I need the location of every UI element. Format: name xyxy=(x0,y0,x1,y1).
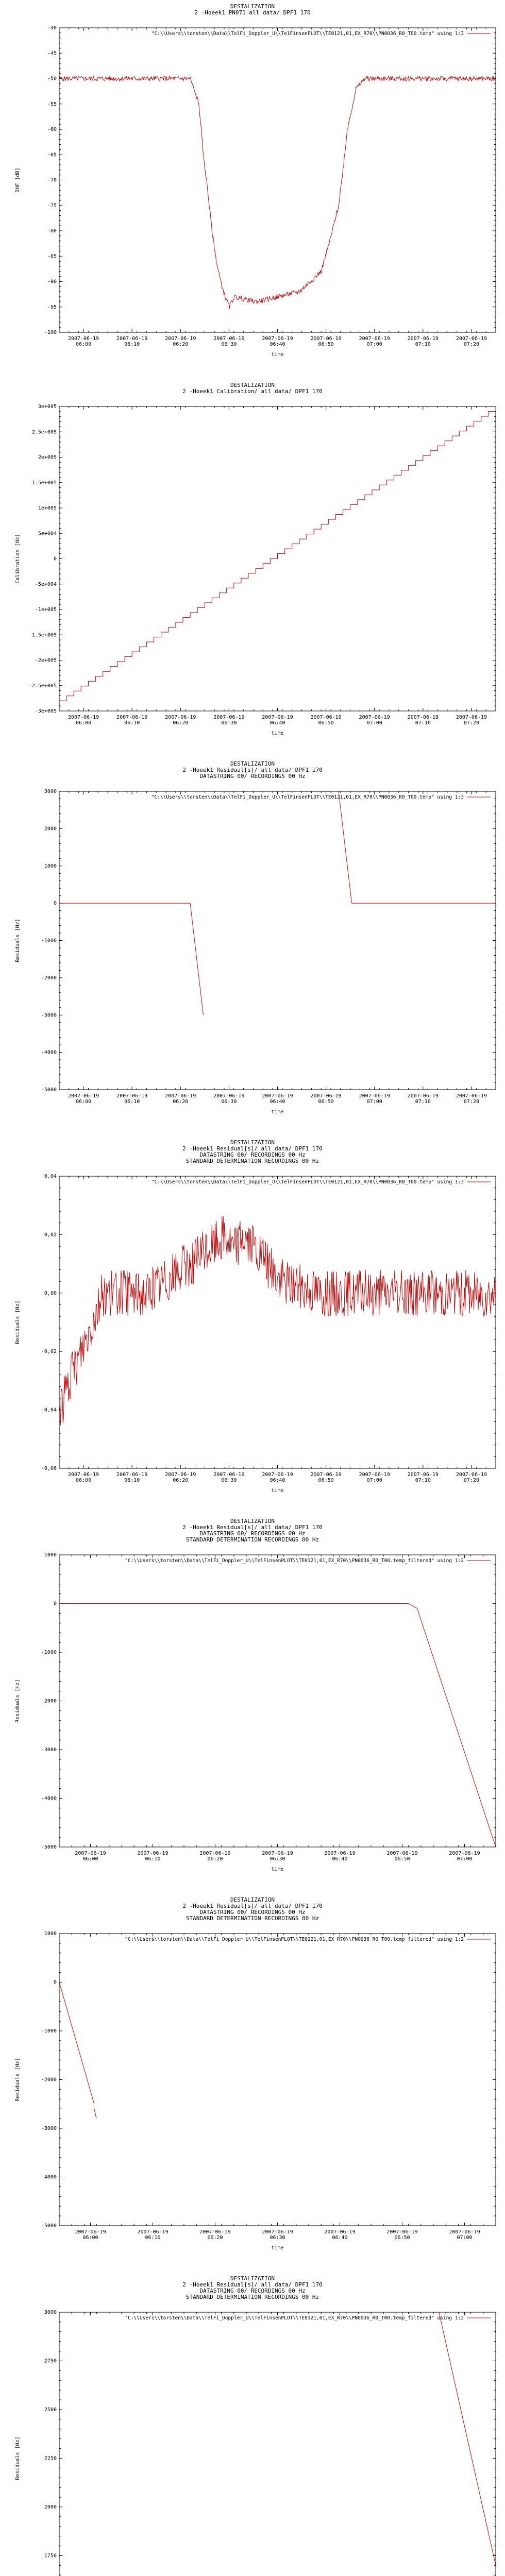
x-tick-label: 07:00 xyxy=(366,1099,382,1105)
x-tick-label: 2007-06-19 xyxy=(165,1093,196,1099)
y-tick-label: 2e+005 xyxy=(38,454,57,461)
x-tick-label: 06:30 xyxy=(221,720,237,726)
x-axis-label: time xyxy=(271,1109,284,1115)
x-tick-label: 07:20 xyxy=(463,342,479,347)
y-tick-label: -1000 xyxy=(41,938,57,944)
x-axis-label: time xyxy=(271,1867,284,1872)
chart-svg xyxy=(0,0,505,371)
chart-title: DESTALIZATION xyxy=(230,760,275,767)
x-axis-label: time xyxy=(271,731,284,736)
y-axis-label: DHF [dB] xyxy=(15,167,21,193)
y-tick-label: -80 xyxy=(47,228,57,234)
series-line xyxy=(439,2312,496,2565)
x-tick-label: 06:30 xyxy=(221,342,237,347)
chart-svg xyxy=(0,2272,505,2576)
x-tick-label: 07:00 xyxy=(366,1478,382,1483)
y-tick-label: -60 xyxy=(47,127,57,132)
x-tick-label: 2007-06-19 xyxy=(262,715,293,720)
y-axis-label: Residuals [Hz] xyxy=(15,1679,21,1723)
x-tick-label: 07:00 xyxy=(366,342,382,347)
y-tick-label: 0,00 xyxy=(44,1290,57,1296)
y-tick-label: -2e+005 xyxy=(35,657,57,664)
x-tick-label: 2007-06-19 xyxy=(262,1472,293,1478)
y-tick-label: -0,04 xyxy=(41,1407,57,1413)
chart-svg xyxy=(0,757,505,1128)
x-tick-label: 06:50 xyxy=(394,2235,410,2241)
chart-svg xyxy=(0,1515,505,1886)
y-tick-label: 0 xyxy=(53,901,57,907)
chart-panel xyxy=(0,1893,505,2264)
y-tick-label: -5000 xyxy=(41,1087,57,1093)
chart-panel xyxy=(0,757,505,1128)
chart-title: DESTALIZATION xyxy=(230,3,275,10)
chart-title: 2 -Hoeek1 Calibration/ all data/ DPF1 170 xyxy=(182,388,323,395)
x-tick-label: 2007-06-19 xyxy=(262,2229,293,2235)
series-line xyxy=(94,2109,96,2119)
x-tick-label: 07:10 xyxy=(415,342,431,347)
x-tick-label: 06:20 xyxy=(173,1099,189,1105)
x-tick-label: 2007-06-19 xyxy=(68,715,99,720)
y-tick-label: -3000 xyxy=(41,1012,57,1019)
x-tick-label: 06:50 xyxy=(318,342,334,347)
chart-panel xyxy=(0,1515,505,1886)
y-tick-label: -4000 xyxy=(41,1795,57,1802)
x-tick-label: 06:10 xyxy=(124,1099,140,1105)
y-tick-label: -1000 xyxy=(41,2028,57,2034)
x-tick-label: 2007-06-19 xyxy=(213,1472,245,1478)
y-tick-label: -95 xyxy=(47,304,57,310)
x-tick-label: 2007-06-19 xyxy=(449,2229,480,2235)
x-tick-label: 2007-06-19 xyxy=(68,336,99,342)
x-tick-label: 2007-06-19 xyxy=(213,1093,245,1099)
x-tick-label: 2007-06-19 xyxy=(359,336,390,342)
x-tick-label: 2007-06-19 xyxy=(213,715,245,720)
chart-title: DESTALIZATION xyxy=(230,1896,275,1903)
x-tick-label: 06:40 xyxy=(270,720,285,726)
y-tick-label: 2500 xyxy=(44,2407,57,2413)
y-tick-label: -75 xyxy=(47,202,57,209)
y-tick-label: 1.5e+005 xyxy=(31,480,57,486)
x-tick-label: 06:30 xyxy=(270,1856,285,1862)
series-line xyxy=(59,1216,496,1426)
x-tick-label: 2007-06-19 xyxy=(449,1851,480,1856)
x-tick-label: 2007-06-19 xyxy=(213,336,245,342)
y-tick-label: -3000 xyxy=(41,1747,57,1753)
x-tick-label: 07:10 xyxy=(415,1478,431,1483)
chart-title: DATASTRING 00/ RECORDINGS 00 Hz xyxy=(199,1530,306,1537)
x-tick-label: 2007-06-19 xyxy=(359,1472,390,1478)
x-tick-label: 2007-06-19 xyxy=(199,2229,231,2235)
chart-title: 2 -Hoeek1 Residual[s]/ all data/ DPF1 170 xyxy=(182,767,323,773)
x-axis-label: time xyxy=(271,352,284,358)
y-axis-label: Residuals [Hz] xyxy=(15,2058,21,2102)
x-tick-label: 2007-06-19 xyxy=(68,1093,99,1099)
chart-title: DESTALIZATION xyxy=(230,2275,275,2282)
chart-title: STANDARD DETERMINATION RECORDINGS 00 Hz xyxy=(186,2294,319,2300)
x-tick-label: 2007-06-19 xyxy=(310,715,342,720)
y-tick-label: -2000 xyxy=(41,2077,57,2083)
x-tick-label: 2007-06-19 xyxy=(116,1093,148,1099)
x-tick-label: 06:30 xyxy=(221,1478,237,1483)
x-tick-label: 07:10 xyxy=(415,720,431,726)
y-tick-label: -2000 xyxy=(41,1698,57,1704)
y-tick-label: 0,04 xyxy=(44,1174,57,1179)
y-tick-label: 1e+005 xyxy=(38,505,57,511)
chart-panel xyxy=(0,1136,505,1507)
x-tick-label: 06:40 xyxy=(270,1099,285,1105)
x-tick-label: 2007-06-19 xyxy=(165,715,196,720)
series-line xyxy=(59,406,496,701)
x-tick-label: 2007-06-19 xyxy=(199,1851,231,1856)
x-tick-label: 06:20 xyxy=(173,720,189,726)
x-tick-label: 2007-06-19 xyxy=(262,336,293,342)
y-tick-label: -40 xyxy=(47,25,57,31)
x-tick-label: 2007-06-19 xyxy=(407,1472,439,1478)
plot-frame xyxy=(59,791,496,1090)
y-tick-label: 2000 xyxy=(44,826,57,832)
x-tick-label: 06:00 xyxy=(76,1478,92,1483)
x-axis-label: time xyxy=(271,1488,284,1494)
series-line xyxy=(190,903,203,1015)
x-tick-label: 07:20 xyxy=(463,1478,479,1483)
x-tick-label: 06:50 xyxy=(394,1856,410,1862)
series-line xyxy=(59,1604,496,1848)
y-tick-label: 0 xyxy=(53,1601,57,1607)
y-tick-label: -5000 xyxy=(41,2223,57,2229)
y-tick-label: -45 xyxy=(47,50,57,57)
x-tick-label: 2007-06-19 xyxy=(116,715,148,720)
chart-title: DATASTRING 00/ RECORDINGS 00 Hz xyxy=(199,2287,306,2294)
y-tick-label: -1000 xyxy=(41,1650,57,1655)
x-tick-label: 06:50 xyxy=(318,1478,334,1483)
y-axis-label: Residuals [Hz] xyxy=(15,1300,21,1344)
plot-frame xyxy=(59,2312,496,2576)
y-tick-label: 3000 xyxy=(44,2310,57,2315)
y-tick-label: -4000 xyxy=(41,1049,57,1056)
x-tick-label: 06:40 xyxy=(332,1856,348,1862)
x-tick-label: 2007-06-19 xyxy=(324,2229,356,2235)
chart-panel xyxy=(0,379,505,750)
y-tick-label: -55 xyxy=(47,101,57,107)
y-tick-label: -3e+005 xyxy=(35,708,57,714)
x-tick-label: 2007-06-19 xyxy=(407,336,439,342)
y-tick-label: -70 xyxy=(47,177,57,183)
chart-title: 2 -Hoeek1 Residual[s]/ all data/ DPF1 170 xyxy=(182,2281,323,2288)
x-tick-label: 2007-06-19 xyxy=(75,2229,106,2235)
y-tick-label: 1750 xyxy=(44,2553,57,2559)
y-tick-label: -0,02 xyxy=(41,1349,57,1355)
x-tick-label: 07:00 xyxy=(366,720,382,726)
x-tick-label: 07:00 xyxy=(457,2235,473,2241)
chart-title: DATASTRING 00/ RECORDINGS 00 Hz xyxy=(199,773,306,779)
plot-frame xyxy=(59,1934,496,2226)
y-tick-label: -5000 xyxy=(41,1844,57,1850)
x-tick-label: 06:30 xyxy=(221,1099,237,1105)
y-tick-label: 2000 xyxy=(44,2504,57,2510)
x-tick-label: 06:50 xyxy=(318,720,334,726)
y-tick-label: 1000 xyxy=(44,1552,57,1558)
x-tick-label: 2007-06-19 xyxy=(116,336,148,342)
x-tick-label: 2007-06-19 xyxy=(262,1093,293,1099)
y-tick-label: 3e+005 xyxy=(38,404,57,410)
series-line xyxy=(59,1982,94,2104)
x-tick-label: 2007-06-19 xyxy=(407,715,439,720)
x-tick-label: 2007-06-19 xyxy=(359,1093,390,1099)
y-tick-label: -4000 xyxy=(41,2174,57,2180)
plot-frame xyxy=(59,1176,496,1468)
chart-panel xyxy=(0,2272,505,2576)
y-tick-label: 0 xyxy=(53,1979,57,1986)
y-tick-label: -85 xyxy=(47,253,57,260)
x-tick-label: 2007-06-19 xyxy=(310,336,342,342)
x-tick-label: 06:00 xyxy=(76,1099,92,1105)
x-tick-label: 07:20 xyxy=(463,1099,479,1105)
y-tick-label: 2.5e+005 xyxy=(31,429,57,435)
x-tick-label: 06:10 xyxy=(124,720,140,726)
y-tick-label: 1000 xyxy=(44,1931,57,1937)
x-tick-label: 2007-06-19 xyxy=(137,2229,169,2235)
x-tick-label: 06:40 xyxy=(332,2235,348,2241)
chart-title: DESTALIZATION xyxy=(230,382,275,388)
chart-svg xyxy=(0,379,505,750)
x-tick-label: 2007-06-19 xyxy=(165,336,196,342)
x-tick-label: 2007-06-19 xyxy=(456,1472,487,1478)
x-tick-label: 06:00 xyxy=(82,1856,98,1862)
y-tick-label: -1e+005 xyxy=(35,607,57,613)
x-tick-label: 06:50 xyxy=(318,1099,334,1105)
chart-title: DESTALIZATION xyxy=(230,1518,275,1524)
y-tick-label: -0,06 xyxy=(41,1466,57,1471)
x-tick-label: 2007-06-19 xyxy=(165,1472,196,1478)
chart-title: 2 -Hoeek1 Residual[s]/ all data/ DPF1 170 xyxy=(182,1524,323,1531)
chart-svg xyxy=(0,1893,505,2264)
chart-title: STANDARD DETERMINATION RECORDINGS 00 Hz xyxy=(186,1158,319,1164)
y-axis-label: Calibration [Hz] xyxy=(15,534,21,584)
y-tick-label: -65 xyxy=(47,152,57,158)
legend-entry: "C:\\Users\\torsten\\Data\\TelFi_Doppler_U\\TelFinsenPLOT\\TE0121,01,EX_R70\\PN0036_R0_T00.temp" using 1:3 xyxy=(151,1179,464,1185)
x-tick-label: 2007-06-19 xyxy=(75,1851,106,1856)
x-tick-label: 2007-06-19 xyxy=(310,1093,342,1099)
x-tick-label: 06:00 xyxy=(76,342,92,347)
x-tick-label: 06:20 xyxy=(173,1478,189,1483)
x-tick-label: 06:10 xyxy=(124,342,140,347)
x-tick-label: 06:00 xyxy=(76,720,92,726)
legend-entry: "C:\\Users\\torsten\\Data\\TelFi_Doppler_U\\TelFinsenPLOT\\TE0121,01,EX_R70\\PN0036_R0_T00.temp" using 1:3 xyxy=(151,794,464,800)
y-tick-label: 2750 xyxy=(44,2358,57,2364)
x-tick-label: 2007-06-19 xyxy=(68,1472,99,1478)
x-tick-label: 06:10 xyxy=(145,2235,161,2241)
y-axis-label: Residuals [Hz] xyxy=(15,919,21,962)
x-tick-label: 2007-06-19 xyxy=(386,2229,418,2235)
x-tick-label: 06:20 xyxy=(207,2235,223,2241)
plot-frame xyxy=(59,28,496,332)
y-tick-label: 5e+004 xyxy=(38,531,57,537)
series-line xyxy=(339,791,351,903)
x-tick-label: 2007-06-19 xyxy=(386,1851,418,1856)
x-tick-label: 2007-06-19 xyxy=(407,1093,439,1099)
x-tick-label: 06:10 xyxy=(124,1478,140,1483)
chart-title: 2 -Hoeek1 PN071 all data/ DPF1 170 xyxy=(194,9,311,16)
chart-title: 2 -Hoeek1 Residual[s]/ all data/ DPF1 170 xyxy=(182,1903,323,1909)
x-tick-label: 06:20 xyxy=(173,342,189,347)
x-tick-label: 06:40 xyxy=(270,342,285,347)
y-tick-label: 3000 xyxy=(44,789,57,794)
x-tick-label: 2007-06-19 xyxy=(456,1093,487,1099)
y-tick-label: -2.5e+005 xyxy=(28,683,57,689)
x-tick-label: 06:10 xyxy=(145,1856,161,1862)
x-tick-label: 06:00 xyxy=(82,2235,98,2241)
x-tick-label: 07:00 xyxy=(457,1856,473,1862)
chart-title: 2 -Hoeek1 Residual[s]/ all data/ DPF1 170 xyxy=(182,1145,323,1152)
chart-svg xyxy=(0,1136,505,1507)
y-tick-label: -100 xyxy=(44,330,57,335)
x-tick-label: 2007-06-19 xyxy=(359,715,390,720)
plot-frame xyxy=(59,1555,496,1847)
chart-title: STANDARD DETERMINATION RECORDINGS 00 Hz xyxy=(186,1536,319,1543)
x-tick-label: 2007-06-19 xyxy=(324,1851,356,1856)
chart-title: STANDARD DETERMINATION RECORDINGS 00 Hz xyxy=(186,1915,319,1922)
y-tick-label: 0,02 xyxy=(44,1232,57,1238)
y-tick-label: -3000 xyxy=(41,2126,57,2131)
x-tick-label: 06:20 xyxy=(207,1856,223,1862)
x-tick-label: 07:20 xyxy=(463,720,479,726)
chart-title: DATASTRING 00/ RECORDINGS 00 Hz xyxy=(199,1151,306,1158)
y-tick-label: -50 xyxy=(47,76,57,82)
y-tick-label: -5e+004 xyxy=(35,581,57,587)
y-tick-label: 1000 xyxy=(44,863,57,869)
x-tick-label: 06:40 xyxy=(270,1478,285,1483)
x-tick-label: 2007-06-19 xyxy=(456,336,487,342)
y-axis-label: Residuals [Hz] xyxy=(15,2436,21,2480)
legend-entry: "C:\\Users\\torsten\\Data\\TelFi_Doppler_U\\TelFinsenPLOT\\TE0121,01,EX_R70\\PN0036_R0_T00.temp" using 1:3 xyxy=(151,31,464,37)
series-line xyxy=(59,76,496,309)
x-tick-label: 2007-06-19 xyxy=(116,1472,148,1478)
legend-entry: "C:\\Users\\torsten\\Data\\TelFi_Doppler_U\\TelFinsenPLOT\\TE0121,01,EX_R70\\PN0036_R0_T00.temp_filtered" using 1:2 xyxy=(125,2315,464,2321)
legend-entry: "C:\\Users\\torsten\\Data\\TelFi_Doppler_U\\TelFinsenPLOT\\TE0121,01,EX_R70\\PN0036_R0_T00.temp_filtered" using 1:2 xyxy=(125,1937,464,1942)
chart-title: DESTALIZATION xyxy=(230,1139,275,1146)
chart-title: DATASTRING 00/ RECORDINGS 00 Hz xyxy=(199,1909,306,1916)
y-tick-label: -1.5e+005 xyxy=(28,632,57,638)
x-tick-label: 2007-06-19 xyxy=(262,1851,293,1856)
y-tick-label: -90 xyxy=(47,279,57,285)
x-tick-label: 06:30 xyxy=(270,2235,285,2241)
x-tick-label: 07:10 xyxy=(415,1099,431,1105)
x-tick-label: 2007-06-19 xyxy=(310,1472,342,1478)
x-tick-label: 2007-06-19 xyxy=(456,715,487,720)
x-axis-label: time xyxy=(271,2245,284,2251)
y-tick-label: 2250 xyxy=(44,2455,57,2462)
y-tick-label: 0 xyxy=(53,556,57,562)
legend-entry: "C:\\Users\\torsten\\Data\\TelFi_Doppler_U\\TelFinsenPLOT\\TE0121,01,EX_R70\\PN0036_R0_T00.temp_filtered" using 1:2 xyxy=(125,1558,464,1564)
chart-panel xyxy=(0,0,505,371)
y-tick-label: -2000 xyxy=(41,975,57,981)
x-tick-label: 2007-06-19 xyxy=(137,1851,169,1856)
